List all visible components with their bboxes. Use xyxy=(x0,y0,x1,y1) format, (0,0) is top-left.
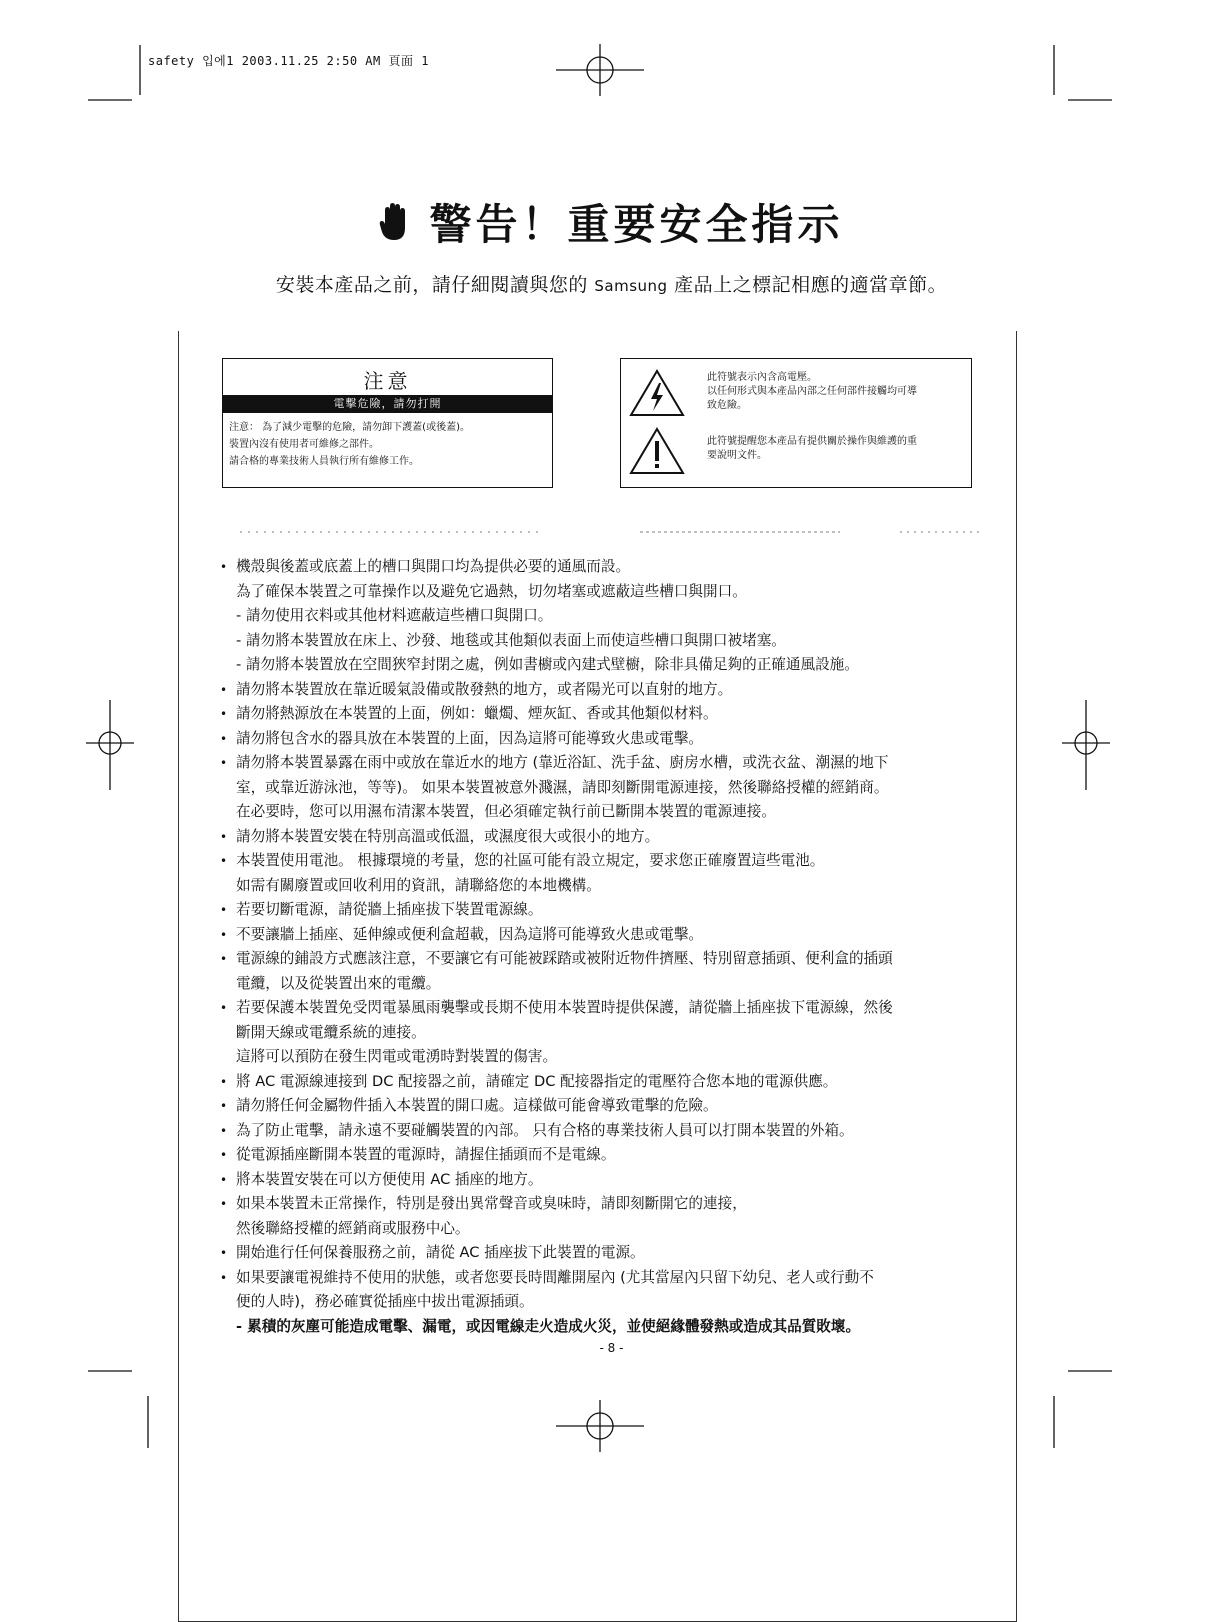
caution-banner: 電擊危險，請勿打開 xyxy=(223,395,552,413)
list-item: 斷開天線或電纜系統的連接。 xyxy=(236,1023,426,1041)
caution-line: 請合格的專業技術人員執行所有維修工作。 xyxy=(229,456,419,467)
bullet-item: • 不要讓牆上插座、延伸線或便利盒超載，因為這將可能導致火患或電擊。 xyxy=(220,924,990,946)
subtitle-before: 安裝本產品之前，請仔細閱讀與您的 xyxy=(275,274,595,296)
list-item: - 請勿使用衣料或其他材料遮蔽這些槽口與開口。 xyxy=(236,607,553,624)
exclamation-text-line: 此符號提醒您本產品有提供關於操作與維護的重 xyxy=(707,436,917,447)
exclamation-warning-icon xyxy=(629,427,685,475)
lightning-symbol-text xyxy=(707,371,963,413)
subtitle xyxy=(0,270,1223,297)
bullet-item: • 請勿將熱源放在本裝置的上面，例如：蠟燭、煙灰缸、香或其他類似材料。 xyxy=(220,703,990,725)
bullet-item: • 將本裝置安裝在可以方便使用 AC 插座的地方。 xyxy=(220,1169,990,1191)
lightning-text-line: 以任何形式與本產品內部之任何部件接觸均可導 xyxy=(707,386,917,397)
bullet-item: • 若要切斷電源，請從牆上插座拔下裝置電源線。 xyxy=(220,899,990,921)
caution-line: 注意： 為了減少電擊的危險，請勿卸下護蓋(或後蓋)。 xyxy=(229,422,470,433)
frame-left-rule xyxy=(178,331,179,1621)
hand-stop-icon xyxy=(379,202,411,242)
list-item: - 請勿將本裝置放在床上、沙發、地毯或其他類似表面上而使這些槽口與開口被堵塞。 xyxy=(236,631,786,649)
frame-right-rule xyxy=(1016,331,1017,1621)
bullet-item: • 電源線的鋪設方式應該注意，不要讓它有可能被踩踏或被附近物件擠壓、特別留意插頭、便利盒的插頭 xyxy=(220,948,990,970)
list-item: 這將可以預防在發生閃電或電湧時對裝置的傷害。 xyxy=(236,1048,558,1065)
lightning-text-line: 致危險。 xyxy=(707,400,747,411)
bullet-item: • 請勿將本裝置安裝在特別高溫或低溫，或濕度很大或很小的地方。 xyxy=(220,826,990,848)
exclamation-text-line: 要說明文件。 xyxy=(707,450,767,461)
bullet-item: • 開始進行任何保養服務之前，請從 AC 插座拔下此裝置的電源。 xyxy=(220,1242,990,1264)
caution-box xyxy=(222,358,553,488)
bullet-item: • 從電源插座斷開本裝置的電源時，請握住插頭而不是電線。 xyxy=(220,1144,990,1166)
bullet-item: • 為了防止電擊，請永遠不要碰觸裝置的內部。 只有合格的專業技術人員可以打開本裝置的外箱。 xyxy=(220,1120,990,1142)
title-row xyxy=(0,192,1223,252)
list-item: 在必要時，您可以用濕布清潔本裝置，但必須確定執行前已斷開本裝置的電源連接。 xyxy=(236,803,776,820)
bullet-item: • 如果要讓電視維持不使用的狀態，或者您要長時間離開屋內 (尤其當屋內只留下幼兒、老人或行動不 xyxy=(220,1267,990,1289)
subtitle-after: 產品上之標記相應的適當章節。 xyxy=(667,274,948,296)
page-title: 警告！重要安全指示 xyxy=(429,200,844,249)
list-item: 為了確保本裝置之可靠操作以及避免它過熱，切勿堵塞或遮蔽這些槽口與開口。 xyxy=(236,582,747,600)
bullet-item: • 將 AC 電源線連接到 DC 配接器之前，請確定 DC 配接器指定的電壓符合您本地的電源供應。 xyxy=(220,1071,990,1093)
list-item: 如需有關廢置或回收利用的資訊，請聯絡您的本地機構。 xyxy=(236,876,601,894)
bullet-item: • 如果本裝置未正常操作，特別是發出異常聲音或臭味時，請即刻斷開它的連接， xyxy=(220,1193,990,1215)
list-item: - 請勿將本裝置放在空間狹窄封閉之處，例如書櫥或內建式壁櫥，除非具備足夠的正確通風設施。 xyxy=(236,656,859,673)
list-item: 電纜，以及從裝置出來的電纜。 xyxy=(236,974,441,992)
bullet-item: • 請勿將本裝置放在靠近暖氣設備或散發熱的地方，或者陽光可以直射的地方。 xyxy=(220,679,990,701)
scan-dotted-rule xyxy=(240,528,980,536)
bullet-item: • 請勿將本裝置暴露在雨中或放在靠近水的地方 (靠近浴缸、洗手盆、廚房水槽，或洗衣盆、潮濕的地下 xyxy=(220,752,990,774)
safety-instructions-list xyxy=(220,556,990,1340)
caution-line: 裝置內沒有使用者可維修之部件。 xyxy=(229,439,379,450)
list-item: 室，或靠近游泳池，等等)。 如果本裝置被意外濺濕，請即刻斷開電源連接，然後聯絡授權的經銷商。 xyxy=(236,778,889,796)
exclamation-symbol-text xyxy=(707,435,963,463)
lightning-text-line: 此符號表示內含高電壓。 xyxy=(707,372,817,383)
list-item: 便的人時)，務必確實從插座中拔出電源插頭。 xyxy=(236,1293,534,1310)
bullet-item: • 本裝置使用電池。 根據環境的考量，您的社區可能有設立規定，要求您正確廢置這些電池。 xyxy=(220,850,990,872)
list-item: - 累積的灰塵可能造成電擊、漏電，或因電線走火造成火災，並使絕緣體發熱或造成其品質敗壞。 xyxy=(236,1317,861,1335)
symbols-box xyxy=(620,358,972,488)
lightning-warning-icon xyxy=(629,369,685,417)
caution-title: 注意 xyxy=(363,369,412,393)
bullet-item: • 機殼與後蓋或底蓋上的槽口與開口均為提供必要的通風而設。 xyxy=(220,556,990,578)
list-item: 然後聯絡授權的經銷商或服務中心。 xyxy=(236,1219,470,1237)
bullet-item: • 若要保護本裝置免受閃電暴風雨襲擊或長期不使用本裝置時提供保護，請從牆上插座拔下電源線，然後 xyxy=(220,997,990,1019)
bullet-item: • 請勿將任何金屬物件插入本裝置的開口處。這樣做可能會導致電擊的危險。 xyxy=(220,1095,990,1117)
print-slug: safety 입에1 2003.11.25 2:50 AM 頁面 1 xyxy=(148,54,429,68)
subtitle-brand: Samsung xyxy=(594,277,668,295)
page-number: - 8 - xyxy=(599,1341,624,1355)
bullet-item: • 請勿將包含水的器具放在本裝置的上面，因為這將可能導致火患或電擊。 xyxy=(220,728,990,750)
